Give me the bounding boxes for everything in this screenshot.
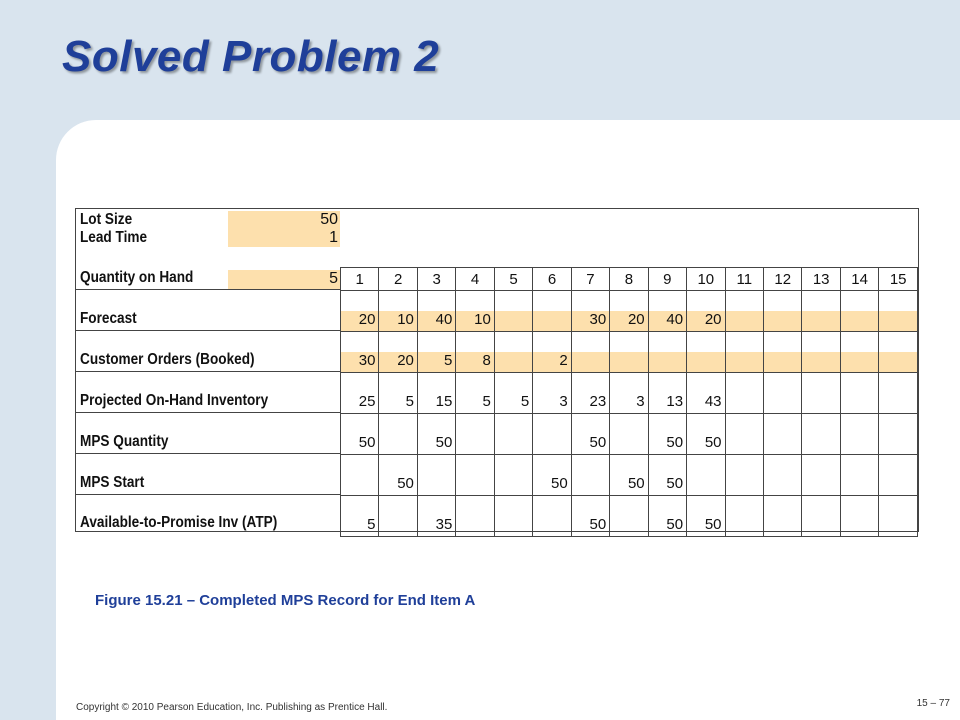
table-cell <box>494 291 532 332</box>
cell-value: 25 <box>358 393 376 410</box>
page-title: Solved Problem 2 <box>62 32 440 81</box>
table-row <box>341 414 918 455</box>
qoh-value: 5 <box>329 270 338 287</box>
cell-value: 50 <box>666 516 684 533</box>
cell-value <box>687 475 724 495</box>
cell-value <box>495 516 532 536</box>
cell-value: 13 <box>666 393 684 410</box>
cell-value: 50 <box>358 434 376 451</box>
table-cell <box>571 332 609 373</box>
period-header-cell: 1 <box>341 268 379 291</box>
table-cell <box>610 455 648 496</box>
period-header-cell: 10 <box>687 268 725 291</box>
table-cell <box>533 291 571 332</box>
label-divider <box>76 330 340 331</box>
cell-value <box>764 434 801 454</box>
period-header-cell: 6 <box>533 268 571 291</box>
table-cell <box>341 291 379 332</box>
cell-value: 3 <box>636 393 645 410</box>
table-cell <box>840 414 878 455</box>
period-header-cell: 4 <box>456 268 494 291</box>
table-cell <box>341 414 379 455</box>
cell-value: 43 <box>704 393 722 410</box>
table-cell <box>571 496 609 537</box>
table-cell <box>802 373 840 414</box>
table-cell <box>802 496 840 537</box>
table-cell <box>456 291 494 332</box>
table-cell <box>610 496 648 537</box>
cell-value <box>495 352 532 372</box>
cell-value: 5 <box>405 393 414 410</box>
period-header-cell: 5 <box>494 268 532 291</box>
table-cell <box>687 332 725 373</box>
table-cell <box>648 291 686 332</box>
table-cell <box>763 414 801 455</box>
period-grid <box>340 267 918 537</box>
table-cell <box>379 414 417 455</box>
cell-value <box>841 434 878 454</box>
table-row <box>341 455 918 496</box>
cell-value <box>610 434 647 454</box>
label-divider <box>76 289 340 290</box>
copyright: Copyright © 2010 Pearson Education, Inc. Publishing as Prentice Hall. <box>76 702 388 713</box>
cell-value <box>841 311 878 331</box>
table-cell <box>610 291 648 332</box>
table-cell <box>456 332 494 373</box>
table-cell <box>456 455 494 496</box>
table-cell <box>417 496 455 537</box>
cell-value <box>726 516 763 536</box>
cell-value <box>879 516 917 536</box>
cell-value <box>879 475 917 495</box>
table-cell <box>879 373 918 414</box>
table-cell <box>571 455 609 496</box>
table-cell <box>763 291 801 332</box>
table-cell <box>379 332 417 373</box>
cell-value <box>341 475 378 495</box>
table-cell <box>802 455 840 496</box>
cell-value <box>879 352 917 372</box>
table-cell <box>802 332 840 373</box>
table-cell <box>456 414 494 455</box>
cell-value: 35 <box>435 516 453 533</box>
period-header-row <box>341 268 918 291</box>
cell-value: 20 <box>687 311 724 331</box>
table-cell <box>687 455 725 496</box>
period-header-cell: 14 <box>840 268 878 291</box>
table-cell <box>879 332 918 373</box>
table-cell <box>840 373 878 414</box>
row-label-forecast: Forecast <box>80 310 137 327</box>
cell-value <box>572 475 609 495</box>
cell-value <box>456 434 493 454</box>
table-cell <box>802 414 840 455</box>
table-cell <box>725 291 763 332</box>
cell-value <box>802 475 839 495</box>
cell-value <box>687 352 724 372</box>
qoh-box <box>228 270 340 289</box>
cell-value: 50 <box>704 516 722 533</box>
cell-value <box>726 352 763 372</box>
table-cell <box>648 373 686 414</box>
cell-value <box>726 434 763 454</box>
cell-value <box>802 393 839 413</box>
table-cell <box>879 291 918 332</box>
table-cell <box>341 496 379 537</box>
table-cell <box>494 373 532 414</box>
lot-size-label: Lot Size <box>80 211 133 228</box>
cell-value <box>879 434 917 454</box>
cell-value: 23 <box>589 393 607 410</box>
cell-value <box>649 352 686 372</box>
cell-value <box>533 434 570 454</box>
table-cell <box>725 455 763 496</box>
table-cell <box>533 414 571 455</box>
table-row <box>341 373 918 414</box>
cell-value <box>764 516 801 536</box>
cell-value <box>456 516 493 536</box>
table-cell <box>610 332 648 373</box>
cell-value: 10 <box>456 311 493 331</box>
cell-value: 50 <box>627 475 645 492</box>
table-cell <box>648 455 686 496</box>
label-divider <box>76 412 340 413</box>
period-header-cell: 8 <box>610 268 648 291</box>
cell-value: 8 <box>456 352 493 372</box>
cell-value <box>379 434 416 454</box>
table-cell <box>379 496 417 537</box>
period-header-cell: 15 <box>879 268 918 291</box>
table-cell <box>341 332 379 373</box>
table-cell <box>687 414 725 455</box>
table-cell <box>341 373 379 414</box>
cell-value <box>495 434 532 454</box>
cell-value: 50 <box>666 475 684 492</box>
table-cell <box>494 414 532 455</box>
table-cell <box>879 496 918 537</box>
cell-value: 50 <box>589 434 607 451</box>
row-label-mps-start: MPS Start <box>80 474 145 491</box>
table-row <box>341 496 918 537</box>
table-cell <box>840 332 878 373</box>
table-row <box>341 291 918 332</box>
cell-value <box>456 475 493 495</box>
table-cell <box>763 455 801 496</box>
cell-value: 50 <box>704 434 722 451</box>
qoh-label: Quantity on Hand <box>80 269 194 286</box>
page-number: 15 – 77 <box>916 698 950 709</box>
table-cell <box>840 496 878 537</box>
cell-value <box>572 352 609 372</box>
table-row <box>341 332 918 373</box>
cell-value <box>533 516 570 536</box>
cell-value <box>802 311 839 331</box>
table-cell <box>571 291 609 332</box>
cell-value: 5 <box>418 352 455 372</box>
cell-value <box>726 475 763 495</box>
cell-value <box>764 393 801 413</box>
lead-time-value: 1 <box>329 229 338 246</box>
cell-value: 15 <box>435 393 453 410</box>
period-header-cell: 12 <box>763 268 801 291</box>
mps-record-table <box>75 208 919 532</box>
table-cell <box>687 373 725 414</box>
cell-value: 40 <box>418 311 455 331</box>
table-cell <box>725 414 763 455</box>
table-cell <box>879 414 918 455</box>
cell-value: 30 <box>341 352 378 372</box>
cell-value <box>841 516 878 536</box>
cell-value: 5 <box>367 516 376 533</box>
period-header-cell: 9 <box>648 268 686 291</box>
table-cell <box>763 496 801 537</box>
cell-value <box>533 311 570 331</box>
table-cell <box>725 496 763 537</box>
table-cell <box>802 291 840 332</box>
label-divider <box>76 494 340 495</box>
cell-value: 40 <box>649 311 686 331</box>
table-cell <box>610 414 648 455</box>
table-cell <box>840 455 878 496</box>
table-cell <box>610 373 648 414</box>
cell-value <box>418 475 455 495</box>
cell-value <box>802 352 839 372</box>
cell-value: 5 <box>482 393 491 410</box>
row-label-atp: Available-to-Promise Inv (ATP) <box>80 514 278 531</box>
cell-value <box>610 516 647 536</box>
table-cell <box>533 332 571 373</box>
table-cell <box>725 332 763 373</box>
cell-value <box>379 516 416 536</box>
table-cell <box>494 332 532 373</box>
table-cell <box>725 373 763 414</box>
cell-value <box>802 434 839 454</box>
table-cell <box>648 414 686 455</box>
cell-value: 5 <box>520 393 530 410</box>
cell-value: 2 <box>533 352 570 372</box>
cell-value: 50 <box>551 475 568 492</box>
table-cell <box>456 373 494 414</box>
row-label-projected-inventory: Projected On-Hand Inventory <box>80 392 269 409</box>
cell-value <box>841 475 878 495</box>
table-cell <box>494 496 532 537</box>
cell-value <box>495 311 532 331</box>
table-cell <box>417 455 455 496</box>
cell-value <box>610 352 647 372</box>
lot-lead-box <box>228 211 340 247</box>
table-cell <box>648 496 686 537</box>
cell-value <box>764 475 801 495</box>
cell-value: 20 <box>379 352 416 372</box>
period-header-cell: 3 <box>417 268 455 291</box>
cell-value: 10 <box>379 311 416 331</box>
cell-value: 3 <box>559 393 568 410</box>
cell-value <box>841 393 878 413</box>
table-cell <box>571 414 609 455</box>
table-cell <box>379 373 417 414</box>
table-cell <box>494 455 532 496</box>
cell-value <box>879 393 917 413</box>
table-cell <box>417 414 455 455</box>
table-cell <box>533 373 571 414</box>
table-cell <box>763 373 801 414</box>
label-divider <box>76 371 340 372</box>
table-cell <box>840 291 878 332</box>
table-cell <box>571 373 609 414</box>
table-cell <box>687 291 725 332</box>
cell-value: 50 <box>589 516 607 533</box>
period-header-cell: 7 <box>571 268 609 291</box>
table-cell <box>533 496 571 537</box>
table-cell <box>341 455 379 496</box>
table-cell <box>648 332 686 373</box>
cell-value <box>764 311 801 331</box>
cell-value <box>802 516 839 536</box>
cell-value: 20 <box>610 311 647 331</box>
cell-value <box>726 393 763 413</box>
cell-value <box>495 475 532 495</box>
table-cell <box>417 373 455 414</box>
table-cell <box>417 291 455 332</box>
cell-value <box>764 352 801 372</box>
period-header-cell: 2 <box>379 268 417 291</box>
lead-time-label: Lead Time <box>80 229 148 246</box>
table-cell <box>687 496 725 537</box>
cell-value <box>841 352 878 372</box>
row-label-mps-quantity: MPS Quantity <box>80 433 169 450</box>
label-divider <box>76 453 340 454</box>
row-label-customer-orders: Customer Orders (Booked) <box>80 351 255 368</box>
cell-value: 50 <box>666 434 684 451</box>
cell-value <box>726 311 763 331</box>
period-header-cell: 13 <box>802 268 840 291</box>
cell-value: 20 <box>341 311 378 331</box>
table-cell <box>456 496 494 537</box>
table-cell <box>379 291 417 332</box>
period-header-cell: 11 <box>725 268 763 291</box>
cell-value: 50 <box>435 434 453 451</box>
cell-value: 30 <box>572 311 609 331</box>
cell-value <box>879 311 917 331</box>
figure-caption: Figure 15.21 – Completed MPS Record for End Item A <box>95 592 476 609</box>
cell-value: 50 <box>397 475 414 492</box>
table-cell <box>879 455 918 496</box>
table-cell <box>417 332 455 373</box>
table-cell <box>379 455 417 496</box>
table-cell <box>763 332 801 373</box>
lot-size-value: 50 <box>320 211 338 228</box>
table-cell <box>533 455 571 496</box>
